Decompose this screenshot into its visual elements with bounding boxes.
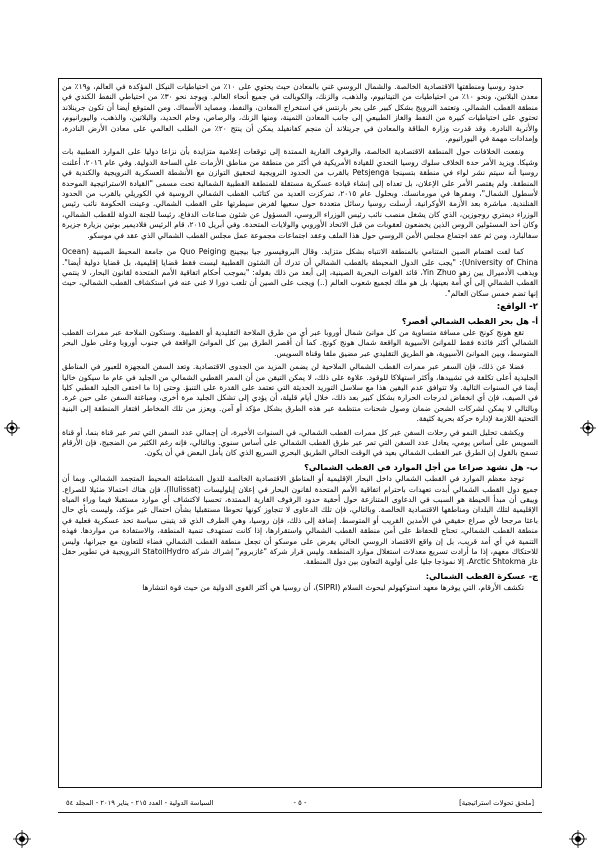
paragraph: ويكشف تحليل النمو في رحلات السفن عبر كل ممرات القطب الشمالي، في السنوات الأخيرة، أن إجمالي عدد السفن التي تمر عبر قناة بنما، أو قناة السويس على أساس يومي، يعادل عدد السفن التي تمر عبر طرق القطب الشمالي على أساس سنوي. وبالتالي، فإنه رغم الكثير من الضجيج، فإن الأرقام تسمح بالقول إن الطرق عبر القطب الشمالي بعيد في الوقت الحالي الطريق البحري السريع الذي كان يأمل البعض في أن يكون.	[62, 427, 538, 458]
paragraph: توجد معظم الموارد في القطب الشمالي داخل البحار الإقليمية أو المناطق الاقتصادية الخالصة للدول المشاطئة المحيط المتجمد الشمالي. وبما أن جميع دول القطب الشمالي أبدت تعهدات باحترام اتفاقية الأمم المتحدة لقانون البحار في إعلان إيلوليسات (Ilulissat)، فإن هناك احتمالا ضئيلا للصراع. ويبقى أن مبدأ الحيطة هو السبب في الدعاوى المتنازعة حول أحقية حدود الرفوف القارية الممتدة، تحسبا لاكتشاف أي موارد مستقبلا فيما وراء المياه الإقليمية لتلك البلدان ومناطقها الاقتصادية الخالصة. وبالتالي، فإن تلك الدعاوى لا تتجاوز كونها تحوطا مستقبليا بشأن احتمال غير مؤكد، وليست بأي حال باعثا مرجحا لأي صراع حقيقي في الأمدين القريب أو المتوسط. إضافة إلى ذلك، فإن روسيا، وهي الطرف الذي قد يتبنى سياسة تحد عسكرية فعلية في منطقة القطب الشمالي، تحتاج للحفاظ على أمن منطقة القطب الشمالي واستقرارها، إذا كانت تستهدف تنمية المنطقة، والاستفادة من مواردها. فهذه التنمية في أي أمد قريب، بل إن واقع الاقتصاد الروسي الحالي يفرض على موسكو أن تجعل منطقة القطب الشمالي فضاء للتعاون مع جيرانها، وليس للاحتكاك معهم، إذا ما أرادت تسريع معدلات استغلال موارد المنطقة. وليس قرار شركة "غازبروم" إشراك شركة StatoilHydro النرويجية في تطوير حقل غاز Arctic Shtokma، إلا نموذجا جليا على أولوية التعاون بين دول المنطقة.	[62, 474, 538, 567]
paragraph: ونفعت الخلافات حول المنطقة الاقتصادية الخالصة، والرفوف القارية الممتدة إلى توقعات إعلامية متزايدة بأن نزاعا دوليا على الموارد القطبية بات وشيكا. ويزيد الأمر حدة الخلاف سلوك روسيا التحدي للقيادة الأمريكية في أكثر من منطقة من مناطق الأزمات على الساحة الدولية. وفي عام ٢٠١٦، أعلنت روسيا أنه سيتم نشر لواء في منطقة بتسينجا Petsjenga بالقرب من الحدود النرويجية لتحقيق التوازن مع الأنشطة العسكرية النرويجية والكندية في المنطقة. ولم يقتصر الأمر على الإعلان، بل تعداه إلى إنشاء قيادة عسكرية مستقلة للمنطقة القطبية الشمالية تحت مسمى "القيادة الاستراتيجية الموحدة لأسطول الشمال"، ومقرها في مورمانسك. وبحلول عام ٢٠١٥، تمركزت العديد من كتائب القطب الشمالي الروسية في الكوريلي بالقرب من الحدود الفنلندية. مباشرة بعد الأزمة الأوكرانية، أرسلت روسيا رسائل متعددة حول سعيها لفرض سيطرتها على القطب الشمالي. وعينت الحكومة نائب رئيس الوزراء ديمتري روجوزين، الذي كان يشغل منصب نائب رئيس الوزراء الروسي، المسؤول عن شئون صناعات الدفاع، رئيسا للجنة الدولة للقطب الشمالي، وكان أحد المسئولين الروس الذين يخضعون لعقوبات من قبل الاتحاد الأوروبي والولايات المتحدة. وفي أبريل ٢٠١٥، قام الرئيس فلاديمير بوتين بزيارة جزيرة سفالبارد، ومن ثم عقد اجتماع مجلس الأمن الروسي حول هذا الملف وعقد اجتماعات مجموعة عمل مجلس القطب الشمالي الذي عقد في موسكو.	[62, 147, 538, 240]
footer-supplement-label: [ملحق تحولات استراتيجية]	[459, 799, 534, 807]
section-heading: ٢- الواقع:	[496, 302, 538, 313]
subsection-heading: ب- هل نشهد صراعا من أجل الموارد في القطب الشمالي؟	[304, 461, 538, 472]
footer-journal-info: السياسة الدولية - العدد ٢١٥ - يناير ٢٠١٩ - المجلد ٥٤	[66, 799, 214, 807]
subsection-heading: أ- هل بحر القطب الشمالي أقصر؟	[401, 315, 538, 326]
paragraph: تكشف الأرقام، التي يوفرها معهد استوكهولم لبحوث السلام (SIPRI)، أن روسيا هي أكثر القوى الدولية من حيث قوة انتشارها	[142, 583, 524, 593]
registration-mark-icon	[13, 830, 31, 848]
paragraph: فضلا عن ذلك، فإن السفر عبر ممرات القطب الشمالي الملاحية لن يضمن المزيد من الجدوى الاقتصادية. وتعد السفن المجهزة للعبور في المناطق الجليدية أعلى تكلفة في تشييدها، وأكثر استهلاكا للوقود. علاوة على ذلك، لا يمكن التيقن من أن الممر القطبي الشمالي من الجليد في عام ما سيكون خاليا أيضا في السنوات التالية. ولا تتوافق عدم اليقين هذا مع سلاسل التوريد الحديثة التي تعتمد على القدرة على التنبؤ. وحتى إذا ما اختفى الجليد القطبي كليا في الصيف، فإن أي انخفاض لدرجات الحرارة بشكل كبير بعد ذلك، خلال أيام قليلة، أن يؤدي إلى تشكل الجليد مرة أخرى، ومباغتة السفن على حين غرة. وبالتالي لا يمكن لشركات الشحن ضمان وصول شحنات منتظمة عبر هذه الطرق بشكل مؤكد أو آمن. ويعزز من تلك المخاطر افتقار المنطقة إلى البنية التحتية اللازمة لإدارة حركة بحرية كثيفة.	[62, 362, 538, 424]
paragraph: تقع هونج كونج على مسافة متساوية من كل موانئ شمال أوروبا عبر أي من طرق الملاحة التقليدية أو القطبية. وستكون الملاحة عبر ممرات القطب الشمالي أكثر فائدة فقط للموانئ الآسيوية الواقعة شمال هونج كونج. كما أن أقصر الطرق بين كل الموانئ الواقعة في جنوب أوروبا وعلى طول البحر المتوسط، وبين الموانئ الآسيوية، هو الطريق التقليدي عبر مضيق ملقا وقناة السويس.	[62, 327, 538, 358]
paragraph: كما لفت اهتمام الصين المتنامي بالمنطقة الانتباه بشكل متزايد. وقال البروفيسور جيا بيجينج Quo Peiging من جامعة المحيط الصينية (Ocean University of China): "يجب على الدول المحيطة بالقطب الشمالي أن تدرك أن الشئون القطبية ليست فقط قضايا إقليمية، بل قضايا دولية أيضا". ويذهب الأدميرال يين زهو Yin Zhuo، قائد القوات البحرية الصينية، إلى أبعد من ذلك بقوله: "بموجب أحكام اتفاقية الأمم المتحدة لقانون البحار، لا ينتمي القطب الشمالي إلى أي أمة بعينها، بل هو ملك لجميع شعوب العالم (..) ويجب على الصين أن تلعب دورا لا غنى عنه في استكشاف القطب الشمالي، حيث إنها تضم خمس سكان العالم".	[62, 247, 538, 298]
subsection-heading: ج- عسكرة القطب الشمالي:	[425, 570, 538, 581]
page-footer	[58, 797, 542, 809]
article-body	[62, 82, 538, 782]
paragraph: حدود روسيا ومنطقتها الاقتصادية الخالصة. والشمال الروسي غني بالمعادن حيث يحتوي على ١٠٪ من احتياطيات النيكل المؤكدة في العالم، و١٩٪ من معدن البلاتين، ونحو ١٠٪ من احتياطيات من التيتانيوم، والذهب، والزنك، والكوبالت في جميع أنحاء العالم. ويوجد نحو ٣٠٪ من احتياطي النفط الكندي في منطقة القطب الشمالي. وتعتمد النرويج بشكل كبير على بحر بارنتس في استخراج المعادن، والنفط، ومصايد الأسماك. ومن المتوقع أيضا أن تكون جرينلاند تحتوي على احتياطيات كبيرة من النفط والغاز الطبيعي إلى جانب المعادن الثمينة، ومنها الزنك، والرصاص، وخام الحديد، والبلاتين، والذهب، واليورانيوم، والأتربة النادرة. وقد قدرت وزارة الطاقة والمعادن في جرينلاند أن منجم كفانفيلد يمكن أن ينتج ٢٠٪ من الطلب العالمي على معادن الأرض النادرة، وإمدادات مهمة في اليورانيوم.	[62, 82, 538, 144]
registration-mark-icon	[569, 830, 587, 848]
registration-mark-icon	[580, 420, 596, 436]
footer-rule	[58, 812, 542, 813]
registration-mark-icon	[4, 420, 20, 436]
page-number: - ٥ -	[293, 799, 307, 807]
